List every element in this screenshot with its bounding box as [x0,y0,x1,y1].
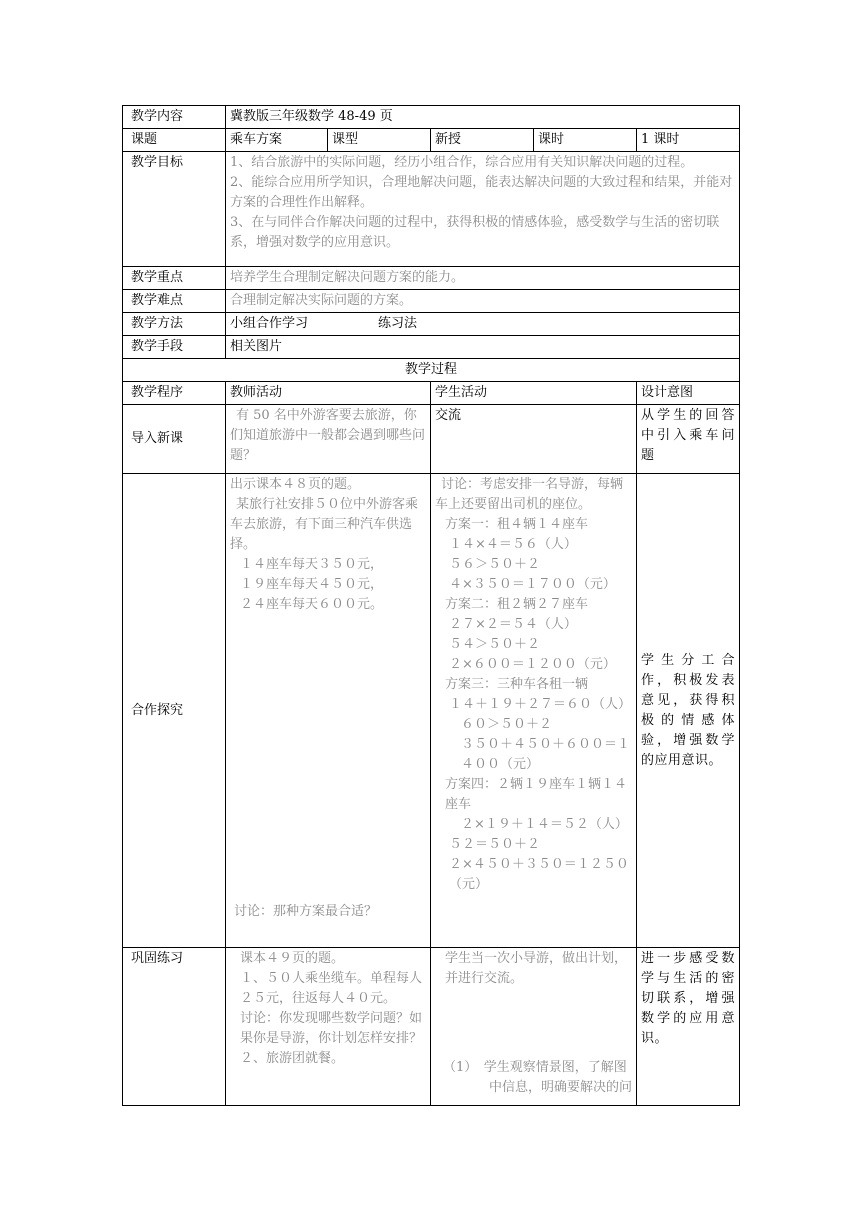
hours-label: 课时 [534,129,637,152]
teacher-line: 讨论：你发现哪些数学问题？如果你是导游，你计划怎样安排？ [240,1011,423,1046]
row-key [123,267,740,290]
student-activity [431,474,637,948]
topic-label: 课题 [123,129,226,152]
student-line: ４×３５０＝１７００（元） [449,577,616,592]
student-line: ２７×２＝５４（人） [449,617,577,632]
row-stage-practice [123,948,740,1106]
row-stage-explore [123,474,740,948]
hours-value: 1 课时 [637,129,740,152]
row-topic [123,129,740,152]
difficulty-value: 合理制定解决实际问题的方案。 [226,290,740,313]
student-activity [431,948,637,1106]
student-line: 学生当一次小导游，做出计划，并进行交流。 [445,951,628,986]
student-line: （1） 学生观察情景图，了解图中信息，明确要解决的问 [443,1060,633,1095]
means-value: 相关图片 [226,336,740,359]
student-line: ３５０＋４５０＋６００＝１４００（元） [461,737,631,772]
content-label: 教学内容 [123,106,226,129]
type-label: 课型 [328,129,431,152]
topic-value: 乘车方案 [226,129,328,152]
student-line: ５２＝５０＋２ [449,837,541,852]
teacher-line: ２４座车每天６００元。 [240,597,384,612]
student-line: １４×４＝５６（人） [449,537,577,552]
goal-item: 2、能综合应用所学知识，合理地解决问题，能表达解决问题的大致过程和结果，并能对方案的合理性作出解释。 [230,175,733,210]
content-value: 冀教版三年级数学 48-49 页 [226,106,740,129]
student-line: １４＋１９＋２７＝６０（人） [449,697,632,712]
teacher-line: １４座车每天３５０元， [240,557,384,572]
stage-name: 导入新课 [123,405,226,474]
design-intent: 从学生的回答中引入乘车问题 [637,405,740,474]
row-process-title [123,359,740,382]
student-line: 讨论：考虑安排一名导游，每辆车上还要留出司机的座位。 [435,477,624,512]
teacher-activity [226,405,431,474]
means-label: 教学手段 [123,336,226,359]
student-line: ２×４５０＋３５０＝１２５０（元） [449,857,629,892]
goals-list [226,152,740,267]
row-means [123,336,740,359]
lesson-plan-table [122,105,740,1106]
teacher-text: 有 50 名中外游客要去旅游，你们知道旅游中一般都会遇到哪些问题？ [230,408,426,463]
design-intent: 学生分工合作，积极发表意见，获得积极的情感体验，增强数学的应用意识。 [637,474,740,948]
student-line: 方案二：租２辆２７座车 [445,597,589,612]
goals-label: 教学目标 [123,152,226,267]
row-content [123,106,740,129]
header-intent: 设计意图 [637,382,740,405]
header-procedure: 教学程序 [123,382,226,405]
teacher-line: 课本４９页的题。 [240,951,345,966]
goal-item: 1、结合旅游中的实际问题，经历小组合作，综合应用有关知识解决问题的过程。 [230,155,694,170]
teacher-question: 讨论：那种方案最合适？ [234,904,378,919]
student-line: ２×６００＝１２００（元） [449,657,616,672]
goal-item: 3、在与同伴合作解决问题的过程中，获得积极的情感体验，感受数学与生活的密切联系，增强对数学的应用意识。 [230,215,720,250]
header-teacher: 教师活动 [226,382,431,405]
row-stage-intro [123,405,740,474]
student-line: ６０＞５０＋２ [461,717,553,732]
row-method [123,313,740,336]
student-line: ５４＞５０＋２ [449,637,541,652]
stage-name: 巩固练习 [123,948,226,1106]
teacher-activity [226,474,431,948]
method-value [226,313,740,336]
student-line: ２×１９＋１４＝５２（人） [461,817,628,832]
teacher-line: １９座车每天４５０元， [240,577,384,592]
header-student: 学生活动 [431,382,637,405]
teacher-activity [226,948,431,1106]
key-label: 教学重点 [123,267,226,290]
student-activity: 交流 [431,405,637,474]
design-intent: 进一步感受数学与生活的密切联系，增强数学的应用意识。 [637,948,740,1106]
row-difficulty [123,290,740,313]
teacher-line: 出示课本４８页的题。 [230,477,361,492]
student-line: 方案一：租４辆１４座车 [445,517,589,532]
method-value-1: 小组合作学习 [230,316,309,331]
student-line: ５６＞５０＋２ [449,557,541,572]
type-value: 新授 [431,129,534,152]
teacher-line: 某旅行社安排５０位中外游客乘车去旅游，有下面三种汽车供选择。 [230,497,419,552]
method-label: 教学方法 [123,313,226,336]
stage-name: 合作探究 [123,474,226,948]
student-line: 方案四：２辆１９座车１辆１４座车 [445,777,628,812]
process-title: 教学过程 [123,359,740,382]
key-value: 培养学生合理制定解决问题方案的能力。 [226,267,740,290]
teacher-line: ２、旅游团就餐。 [240,1051,345,1066]
row-goals [123,152,740,267]
student-line: 方案三：三种车各租一辆 [445,677,589,692]
teacher-line: １、５０人乘坐缆车。单程每人２５元，往返每人４０元。 [240,971,423,1006]
method-value-2: 练习法 [378,316,418,331]
difficulty-label: 教学难点 [123,290,226,313]
row-process-headers [123,382,740,405]
